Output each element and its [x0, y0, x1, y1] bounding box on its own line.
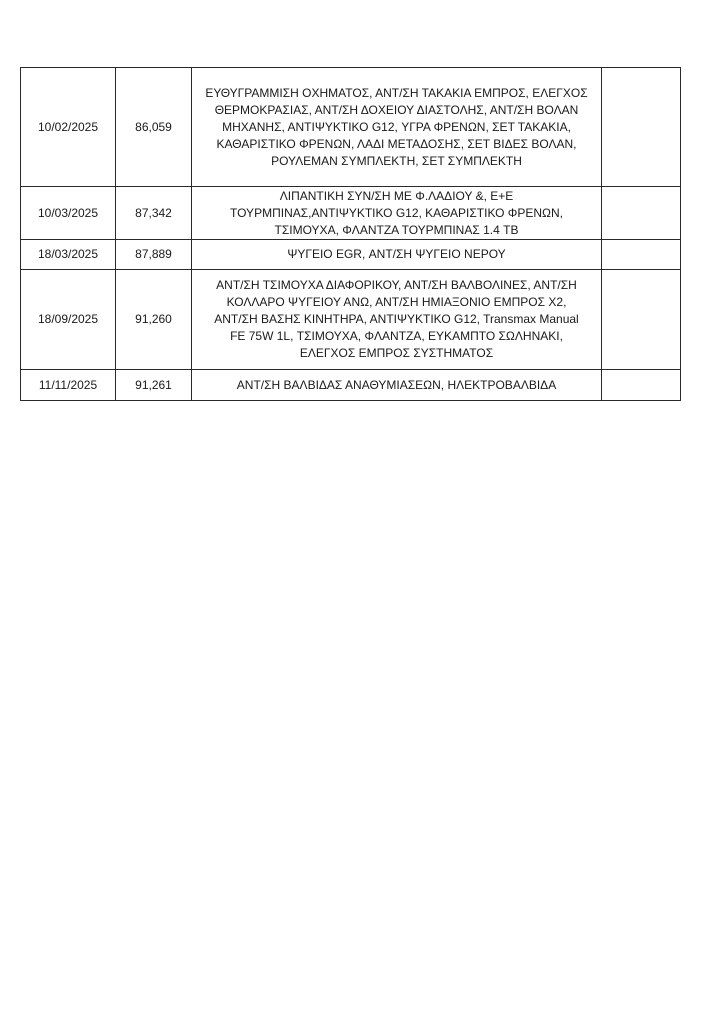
table-row: [21, 68, 681, 187]
description-cell: ΛΙΠΑΝΤΙΚΗ ΣΥΝ/ΣΗ ΜΕ Φ.ΛΑΔΙΟΥ &, Ε+Ε ΤΟΥΡΜΠΙΝΑΣ,ΑΝΤΙΨΥΚΤΙΚΟ G12, ΚΑΘΑΡΙΣΤΙΚΟ ΦΡΕΝΩΝ, ΤΣΙΜΟΥΧΑ, ΦΛΑΝΤΖΑ ΤΟΥΡΜΠΙΝΑΣ 1.4 TB: [192, 187, 602, 240]
empty-cell: [602, 370, 681, 401]
mileage-cell: 87,889: [116, 240, 192, 270]
description-cell: ΨΥΓΕΙΟ EGR, ΑΝΤ/ΣΗ ΨΥΓΕΙΟ ΝΕΡΟΥ: [192, 240, 602, 270]
description-cell: ΑΝΤ/ΣΗ ΒΑΛΒΙΔΑΣ ΑΝΑΘΥΜΙΑΣΕΩΝ, ΗΛΕΚΤΡΟΒΑΛΒΙΔΑ: [192, 370, 602, 401]
empty-cell: [602, 187, 681, 240]
table-row: [21, 240, 681, 270]
date-cell: 10/03/2025: [21, 187, 116, 240]
description-cell: ΕΥΘΥΓΡΑΜΜΙΣΗ ΟΧΗΜΑΤΟΣ, ΑΝΤ/ΣΗ ΤΑΚΑΚΙΑ ΕΜΠΡΟΣ, ΕΛΕΓΧΟΣ ΘΕΡΜΟΚΡΑΣΙΑΣ, ΑΝΤ/ΣΗ ΔΟΧΕΙΟΥ ΔΙΑΣΤΟΛΗΣ, ΑΝΤ/ΣΗ ΒΟΛΑΝ ΜΗΧΑΝΗΣ, ΑΝΤΙΨΥΚΤΙΚΟ G12, ΥΓΡΑ ΦΡΕΝΩΝ, ΣΕΤ ΤΑΚΑΚΙΑ, ΚΑΘΑΡΙΣΤΙΚΟ ΦΡΕΝΩΝ, ΛΑΔΙ ΜΕΤΑΔΟΣΗΣ, ΣΕΤ ΒΙΔΕΣ ΒΟΛΑΝ, ΡΟΥΛΕΜΑΝ ΣΥΜΠΛΕΚΤΗ, ΣΕΤ ΣΥΜΠΛΕΚΤΗ: [192, 68, 602, 187]
mileage-cell: 86,059: [116, 68, 192, 187]
table-row: [21, 270, 681, 370]
empty-cell: [602, 240, 681, 270]
date-cell: 10/02/2025: [21, 68, 116, 187]
table-row: [21, 370, 681, 401]
empty-cell: [602, 68, 681, 187]
date-cell: 11/11/2025: [21, 370, 116, 401]
date-cell: 18/09/2025: [21, 270, 116, 370]
mileage-cell: 91,261: [116, 370, 192, 401]
table-row: [21, 187, 681, 240]
empty-cell: [602, 270, 681, 370]
mileage-cell: 91,260: [116, 270, 192, 370]
description-cell: ΑΝΤ/ΣΗ ΤΣΙΜΟΥΧΑ ΔΙΑΦΟΡΙΚΟΥ, ΑΝΤ/ΣΗ ΒΑΛΒΟΛΙΝΕΣ, ΑΝΤ/ΣΗ ΚΟΛΛΑΡΟ ΨΥΓΕΙΟΥ ΑΝΩ, ΑΝΤ/ΣΗ ΗΜΙΑΞΟΝΙΟ ΕΜΠΡΟΣ Χ2, ΑΝΤ/ΣΗ ΒΑΣΗΣ ΚΙΝΗΤΗΡΑ, ΑΝΤΙΨΥΚΤΙΚΟ G12, Transmax Manual FE 75W 1L, ΤΣΙΜΟΥΧΑ, ΦΛΑΝΤΖΑ, ΕΥΚΑΜΠΤΟ ΣΩΛΗΝΑΚΙ, ΕΛΕΓΧΟΣ ΕΜΠΡΟΣ ΣΥΣΤΗΜΑΤΟΣ: [192, 270, 602, 370]
mileage-cell: 87,342: [116, 187, 192, 240]
date-cell: 18/03/2025: [21, 240, 116, 270]
service-history-table: [20, 67, 681, 401]
